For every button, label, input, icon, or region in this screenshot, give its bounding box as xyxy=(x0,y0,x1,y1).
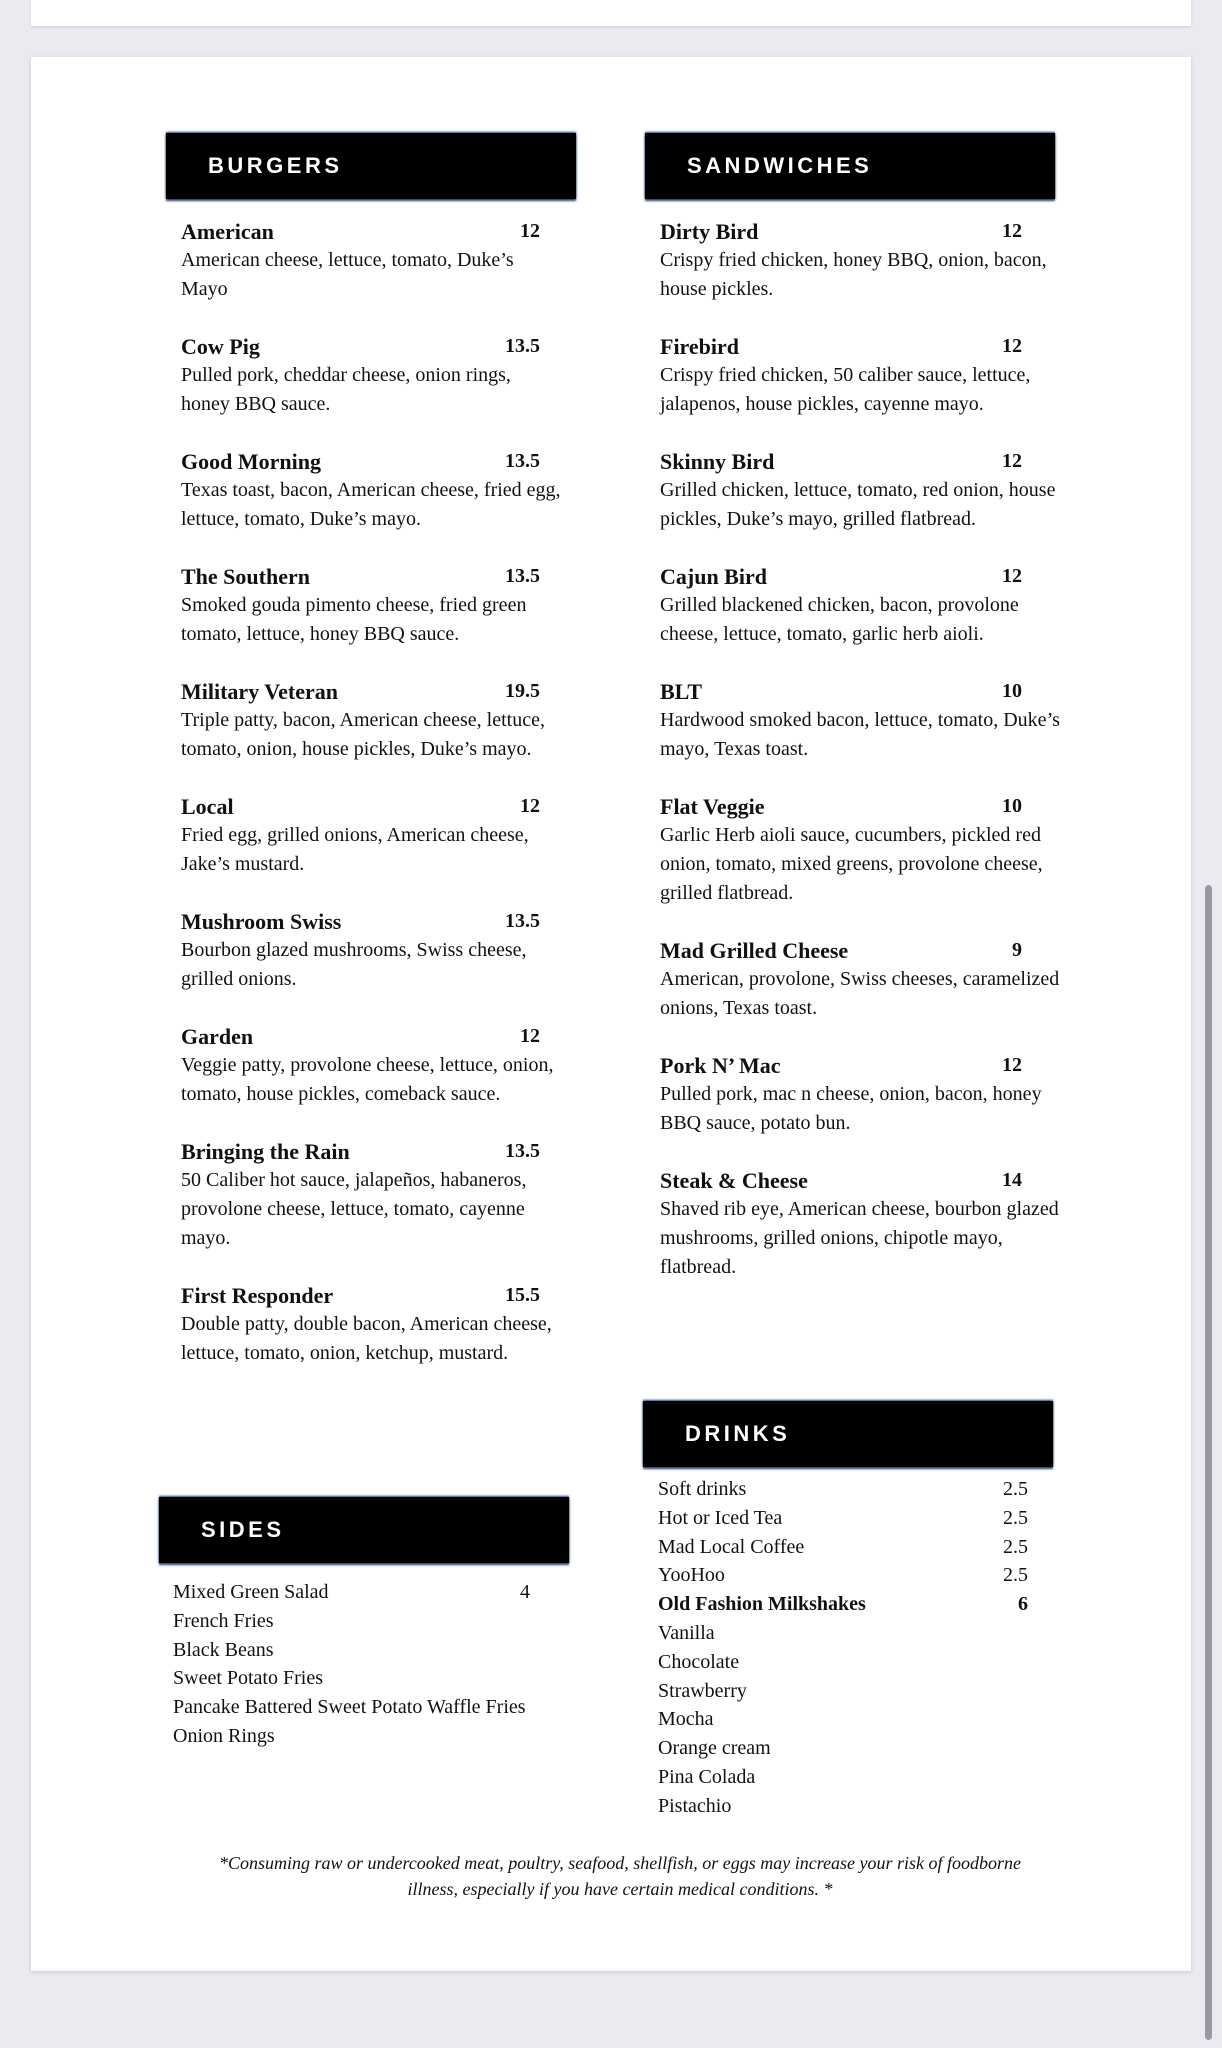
menu-item-header xyxy=(181,1281,561,1310)
sides-header xyxy=(159,1497,569,1563)
menu-item-description: American, provolone, Swiss cheeses, caramelized onions, Texas toast. xyxy=(660,968,1060,1019)
menu-item-description: Grilled chicken, lettuce, tomato, red onion, house pickles, Duke’s mayo, grilled flatbread. xyxy=(660,479,1056,530)
menu-item-name: First Responder xyxy=(181,1283,334,1308)
menu-item-header xyxy=(660,1166,1060,1195)
menu-item-header xyxy=(181,677,561,706)
drinks-item-name: Orange cream xyxy=(658,1737,771,1760)
drinks-item-name: Soft drinks xyxy=(658,1478,747,1500)
menu-item xyxy=(660,1166,1060,1282)
drinks-item-name: YooHoo xyxy=(658,1564,725,1587)
sides-item-name: Pancake Battered Sweet Potato Waffle Fries xyxy=(173,1696,526,1719)
menu-item-description: Smoked gouda pimento cheese, fried green tomato, lettuce, honey BBQ sauce. xyxy=(181,594,527,645)
drinks-list xyxy=(658,1475,1028,1821)
food-safety-footnote: *Consuming raw or undercooked meat, poultry, seafood, shellfish, or eggs may increase your risk of foodborne illness, especially if you have certain medical conditions. * xyxy=(218,1853,1022,1899)
menu-item-name: Mad Grilled Cheese xyxy=(660,938,849,963)
menu-item-header xyxy=(181,217,561,246)
menu-item xyxy=(181,562,561,649)
menu-item xyxy=(660,447,1060,534)
burgers-list xyxy=(181,217,561,1396)
menu-item xyxy=(181,1137,561,1253)
menu-item-description: Grilled blackened chicken, bacon, provolone cheese, lettuce, tomato, garlic herb aioli. xyxy=(660,594,1019,645)
menu-item xyxy=(181,677,561,764)
menu-item xyxy=(660,677,1060,764)
sandwiches-title: SANDWICHES xyxy=(687,153,873,178)
menu-item-header xyxy=(660,562,1060,591)
menu-item-description: Veggie patty, provolone cheese, lettuce, onion, tomato, house pickles, comeback sauce. xyxy=(181,1054,554,1105)
drinks-item-name: Chocolate xyxy=(658,1650,740,1673)
drinks-item-price: 6 xyxy=(1018,1593,1028,1616)
drinks-item xyxy=(658,1504,1028,1533)
sides-item xyxy=(173,1636,530,1665)
menu-item-description: Triple patty, bacon, American cheese, lettuce, tomato, onion, house pickles, Duke’s mayo. xyxy=(181,709,545,760)
menu-item-description: Pulled pork, mac n cheese, onion, bacon, honey BBQ sauce, potato bun. xyxy=(660,1083,1042,1134)
drinks-item xyxy=(658,1590,1028,1619)
menu-item xyxy=(660,936,1060,1023)
menu-item-name: American xyxy=(181,219,274,244)
drinks-item xyxy=(658,1475,1028,1504)
sides-title: SIDES xyxy=(201,1517,285,1542)
menu-item-name: Flat Veggie xyxy=(660,794,765,819)
sides-item-price: 4 xyxy=(520,1581,530,1603)
menu-item-header xyxy=(181,1022,561,1051)
menu-item-name: Cajun Bird xyxy=(660,564,767,589)
menu-item-price: 12 xyxy=(1002,450,1022,472)
sandwiches-list xyxy=(660,217,1060,1310)
menu-item-name: The Southern xyxy=(181,564,310,589)
burgers-title: BURGERS xyxy=(208,153,343,178)
menu-item xyxy=(660,332,1060,419)
menu-item-price: 15.5 xyxy=(505,1284,540,1306)
menu-item-description: American cheese, lettuce, tomato, Duke’s Mayo xyxy=(181,249,514,300)
menu-item-name: Pork N’ Mac xyxy=(660,1053,781,1078)
menu-item-name: Bringing the Rain xyxy=(181,1139,350,1164)
menu-item-header xyxy=(181,792,561,821)
drinks-item xyxy=(658,1533,1028,1562)
menu-item-price: 13.5 xyxy=(505,450,540,472)
menu-item-name: Local xyxy=(181,794,234,819)
drinks-item xyxy=(658,1734,1028,1763)
menu-item-description: 50 Caliber hot sauce, jalapeños, habaneros, provolone cheese, lettuce, tomato, cayenne mayo. xyxy=(181,1169,527,1249)
menu-item xyxy=(660,1051,1060,1138)
sides-item xyxy=(173,1693,530,1722)
menu-item-name: Skinny Bird xyxy=(660,449,775,474)
menu-item-description: Double patty, double bacon, American cheese, lettuce, tomato, onion, ketchup, mustard. xyxy=(181,1313,552,1364)
drinks-header xyxy=(643,1401,1053,1467)
drinks-item xyxy=(658,1561,1028,1590)
previous-page-edge xyxy=(31,0,1191,26)
menu-item-header xyxy=(181,562,561,591)
sides-item-name: Black Beans xyxy=(173,1638,274,1661)
menu-item-header xyxy=(181,332,561,361)
burgers-header xyxy=(166,133,576,199)
drinks-item-name: Pistachio xyxy=(658,1794,732,1817)
menu-item-name: BLT xyxy=(660,679,703,704)
menu-item-price: 12 xyxy=(1002,565,1022,587)
sandwiches-header xyxy=(645,133,1055,199)
sides-item xyxy=(173,1664,530,1693)
drinks-item-name: Pina Colada xyxy=(658,1765,756,1788)
sides-item-name: Sweet Potato Fries xyxy=(173,1667,323,1690)
sides-item-name: French Fries xyxy=(173,1609,274,1632)
menu-item-description: Shaved rib eye, American cheese, bourbon glazed mushrooms, grilled onions, chipotle mayo, flatbread. xyxy=(660,1198,1059,1278)
drinks-item xyxy=(658,1648,1028,1677)
menu-item-description: Fried egg, grilled onions, American cheese, Jake’s mustard. xyxy=(181,824,529,875)
menu-item-description: Pulled pork, cheddar cheese, onion rings, honey BBQ sauce. xyxy=(181,364,511,415)
drinks-item xyxy=(658,1763,1028,1792)
menu-item-header xyxy=(181,1137,561,1166)
menu-item xyxy=(181,1281,561,1368)
menu-item-name: Garden xyxy=(181,1024,254,1049)
menu-item-header xyxy=(660,332,1060,361)
menu-item-header xyxy=(660,447,1060,476)
menu-item xyxy=(181,1022,561,1109)
menu-item-header xyxy=(660,936,1060,965)
drinks-item-price: 2.5 xyxy=(1003,1478,1028,1500)
menu-item-name: Mushroom Swiss xyxy=(181,909,342,934)
menu-item-description: Crispy fried chicken, 50 caliber sauce, lettuce, jalapenos, house pickles, cayenne mayo. xyxy=(660,364,1031,415)
menu-item-name: Steak & Cheese xyxy=(660,1168,808,1193)
menu-item xyxy=(181,332,561,419)
drinks-item-name: Strawberry xyxy=(658,1679,747,1702)
sides-item xyxy=(173,1578,530,1607)
menu-item-name: Cow Pig xyxy=(181,334,260,359)
drinks-item-name: Mad Local Coffee xyxy=(658,1535,805,1558)
menu-item-description: Bourbon glazed mushrooms, Swiss cheese, grilled onions. xyxy=(181,939,527,990)
menu-item-description: Garlic Herb aioli sauce, cucumbers, pickled red onion, tomato, mixed greens, provolone cheese, grilled flatbread. xyxy=(660,824,1043,904)
menu-item-price: 12 xyxy=(520,795,540,817)
menu-item xyxy=(660,792,1060,908)
menu-item-header xyxy=(660,677,1060,706)
menu-item-name: Firebird xyxy=(660,334,740,359)
sides-item-name: Mixed Green Salad xyxy=(173,1581,329,1603)
menu-item xyxy=(181,907,561,994)
menu-item-price: 13.5 xyxy=(505,565,540,587)
menu-item-price: 13.5 xyxy=(505,910,540,932)
menu-item-price: 19.5 xyxy=(505,680,540,702)
menu-item-header xyxy=(660,1051,1060,1080)
menu-item-price: 14 xyxy=(1002,1169,1022,1191)
drinks-item xyxy=(658,1705,1028,1734)
menu-item-price: 10 xyxy=(1002,795,1022,817)
sides-item-name: Onion Rings xyxy=(173,1724,275,1747)
menu-item-header xyxy=(181,447,561,476)
scrollbar-thumb[interactable] xyxy=(1205,885,1212,2040)
menu-item-price: 12 xyxy=(520,220,540,242)
menu-item-price: 10 xyxy=(1002,680,1022,702)
sides-list xyxy=(173,1578,530,1751)
sides-item xyxy=(173,1722,530,1751)
menu-item-price: 13.5 xyxy=(505,335,540,357)
menu-item xyxy=(660,217,1060,304)
menu-item xyxy=(181,217,561,304)
drinks-item-name: Hot or Iced Tea xyxy=(658,1506,783,1529)
drinks-title: DRINKS xyxy=(685,1421,791,1446)
menu-item-description: Crispy fried chicken, honey BBQ, onion, bacon, house pickles. xyxy=(660,249,1047,300)
menu-item-price: 12 xyxy=(520,1025,540,1047)
drinks-item-price: 2.5 xyxy=(1003,1564,1028,1587)
drinks-item xyxy=(658,1619,1028,1648)
menu-item-header xyxy=(660,792,1060,821)
menu-item xyxy=(181,792,561,879)
menu-item-header xyxy=(660,217,1060,246)
drinks-item-price: 2.5 xyxy=(1003,1535,1028,1558)
menu-item xyxy=(660,562,1060,649)
drinks-item xyxy=(658,1677,1028,1706)
drinks-item xyxy=(658,1792,1028,1821)
menu-item-price: 12 xyxy=(1002,1054,1022,1076)
drinks-item-name: Mocha xyxy=(658,1708,714,1731)
sides-item xyxy=(173,1607,530,1636)
drinks-item-name: Old Fashion Milkshakes xyxy=(658,1593,866,1616)
menu-item-name: Good Morning xyxy=(181,449,321,474)
menu-item-description: Texas toast, bacon, American cheese, fried egg, lettuce, tomato, Duke’s mayo. xyxy=(181,479,561,530)
menu-item-name: Dirty Bird xyxy=(660,219,759,244)
menu-item xyxy=(181,447,561,534)
drinks-item-name: Vanilla xyxy=(658,1621,715,1644)
menu-item-price: 12 xyxy=(1002,335,1022,357)
menu-item-description: Hardwood smoked bacon, lettuce, tomato, Duke’s mayo, Texas toast. xyxy=(660,709,1060,760)
menu-item-price: 13.5 xyxy=(505,1140,540,1162)
menu-item-price: 12 xyxy=(1002,220,1022,242)
drinks-item-price: 2.5 xyxy=(1003,1506,1028,1529)
menu-item-header xyxy=(181,907,561,936)
menu-item-price: 9 xyxy=(1012,939,1022,961)
menu-item-name: Military Veteran xyxy=(181,679,339,704)
